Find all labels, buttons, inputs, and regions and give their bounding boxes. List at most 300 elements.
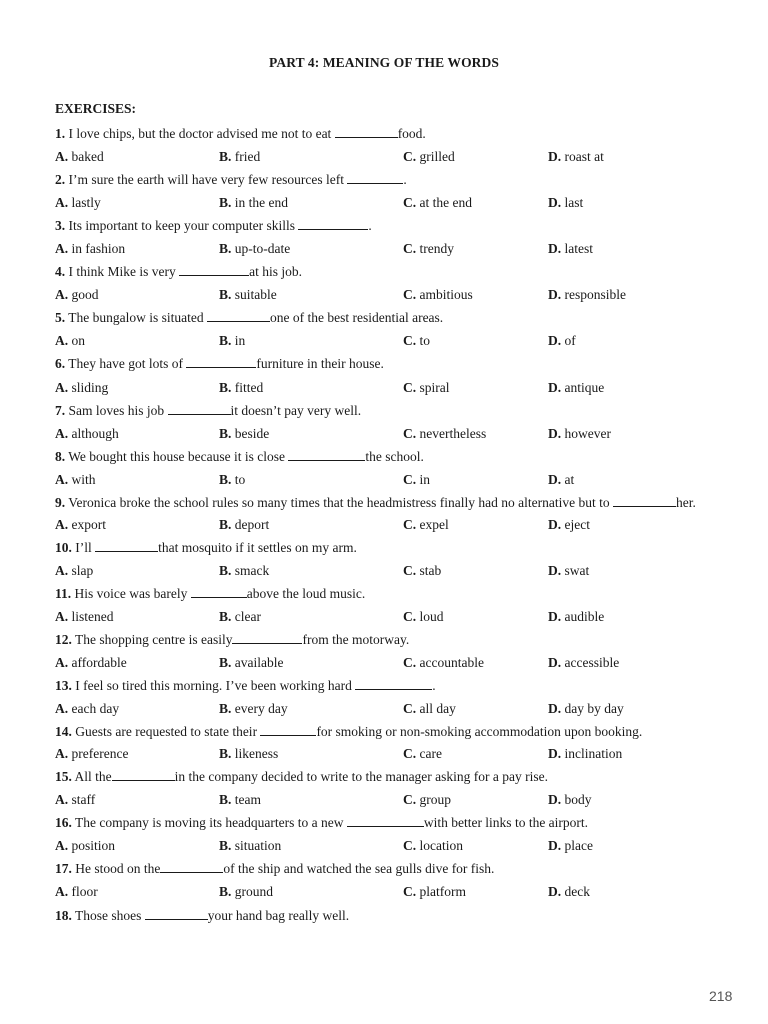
question-stem [55,858,715,881]
option-a [55,238,125,260]
option-letter: B. [219,379,232,395]
option-letter: D. [548,195,562,211]
option-text: baked [68,149,104,165]
question-text: . [432,678,436,694]
option-c [403,606,444,628]
option-text: roast at [561,149,604,165]
option-text: export [68,516,106,532]
question-number: 6. [55,356,66,372]
option-b [219,238,290,260]
option-letter: A. [55,655,69,671]
answer-blank [288,448,365,461]
option-text: stab [416,562,442,578]
answer-blank [207,309,270,322]
question-stem [55,721,715,743]
option-text: care [416,746,442,762]
option-text: beside [231,425,270,441]
option-b [219,192,288,214]
option-text: spiral [416,379,450,395]
question-text: Its important to keep your computer skills [68,218,299,234]
option-text: team [231,792,262,808]
options-row [55,560,715,583]
answer-blank [160,860,223,873]
question-stem [55,583,715,606]
question-text: The company is moving its headquarters to a new [75,815,347,831]
option-letter: C. [403,884,417,900]
options-row [55,514,715,537]
option-text: location [416,838,463,854]
question-text: in the company decided to write to the manager asking for a pay rise. [174,769,549,785]
question-number: 13. [55,678,72,694]
answer-blank [347,171,403,184]
option-b [219,743,278,765]
option-letter: A. [55,425,69,441]
option-text: sliding [68,379,109,395]
options-row [55,881,715,904]
option-d [548,284,626,306]
options-row [55,606,715,629]
question-text: The shopping centre is easily [75,631,233,647]
answer-blank [95,539,158,552]
question-stem [55,812,715,835]
option-c [403,789,451,811]
option-letter: D. [548,287,562,303]
option-c [403,238,454,260]
question-text: for smoking or non-smoking accommodation upon booking. [316,724,643,740]
options-row [55,789,715,812]
question-number: 16. [55,815,72,831]
option-text: however [561,425,611,441]
question-text: I love chips, but the doctor advised me not to eat [68,126,335,141]
option-c [403,330,430,352]
option-text: fried [231,149,261,165]
option-letter: A. [55,562,69,578]
option-c [403,423,486,445]
question-stem [55,675,715,698]
option-letter: B. [219,701,232,717]
option-a [55,606,114,628]
option-text: every day [231,701,288,717]
option-letter: C. [403,195,417,211]
option-d [548,835,593,857]
question-stem [55,353,715,376]
option-text: in [231,333,246,349]
option-letter: A. [55,516,69,532]
option-letter: C. [403,701,417,717]
option-a [55,652,127,674]
option-text: place [561,838,593,854]
option-letter: C. [403,379,417,395]
question-stem [55,629,715,652]
option-letter: B. [219,746,232,762]
option-text: in the end [231,195,289,211]
option-c [403,560,441,582]
question-stem [55,400,715,423]
question-number: 18. [55,907,72,923]
option-letter: A. [55,792,69,808]
option-text: situation [231,838,282,854]
option-c [403,835,463,857]
option-d [548,377,604,399]
option-text: at [561,471,575,487]
question-text: her. [676,494,696,510]
options-row [55,469,715,492]
option-c [403,698,456,720]
option-text: grilled [416,149,455,165]
option-letter: D. [548,471,562,487]
question-text: We bought this house because it is close [68,448,289,464]
option-text: accessible [561,655,620,671]
answer-blank [186,355,256,368]
option-text: platform [416,884,466,900]
option-letter: B. [219,792,232,808]
option-text: in [416,471,431,487]
option-text: accountable [416,655,484,671]
question-number: 8. [55,448,66,464]
answer-blank [613,494,676,507]
options-row [55,284,715,307]
option-letter: C. [403,425,417,441]
option-text: each day [68,701,120,717]
option-text: suitable [231,287,277,303]
option-a [55,192,101,214]
option-text: antique [561,379,605,395]
options-row [55,743,715,766]
option-letter: D. [548,149,562,165]
option-text: to [416,333,431,349]
option-text: responsible [561,287,626,303]
option-letter: B. [219,333,232,349]
option-text: of [561,333,576,349]
question-text: your hand bag really well. [207,907,350,923]
question-number: 7. [55,402,66,418]
option-d [548,238,593,260]
option-letter: C. [403,792,417,808]
option-letter: C. [403,838,417,854]
option-c [403,881,466,903]
option-text: on [68,333,85,349]
option-d [548,514,590,536]
question-stem [55,766,715,789]
question-text: His voice was barely [74,585,191,601]
option-a [55,743,128,765]
answer-blank [232,631,302,644]
option-b [219,835,281,857]
option-a [55,560,93,582]
options-row [55,835,715,858]
question-stem [55,169,715,192]
option-c [403,743,442,765]
option-text: expel [416,516,449,532]
option-b [219,330,245,352]
question-text: He stood on the [75,861,161,877]
option-text: although [68,425,119,441]
option-text: available [231,655,284,671]
option-d [548,743,622,765]
option-text: in fashion [68,241,126,257]
option-text: all day [416,701,456,717]
question-number: 11. [55,585,72,601]
options-row [55,698,715,721]
option-a [55,698,119,720]
options-row [55,146,715,169]
option-text: latest [561,241,593,257]
question-text: with better links to the airport. [423,815,589,831]
options-row [55,423,715,446]
option-letter: C. [403,655,417,671]
option-b [219,652,284,674]
option-letter: C. [403,287,417,303]
option-letter: A. [55,608,69,624]
option-a [55,469,96,491]
option-a [55,514,106,536]
option-letter: C. [403,562,417,578]
option-text: body [561,792,592,808]
option-text: group [416,792,451,808]
answer-blank [145,907,208,920]
question-text: Those shoes [75,907,145,923]
option-a [55,330,85,352]
question-number: 14. [55,724,72,740]
option-b [219,284,277,306]
option-letter: B. [219,655,232,671]
option-text: swat [561,562,590,578]
option-letter: C. [403,608,417,624]
option-letter: D. [548,608,562,624]
option-d [548,698,624,720]
option-d [548,606,604,628]
options-row [55,652,715,675]
option-text: floor [68,884,98,900]
option-letter: B. [219,471,232,487]
option-b [219,606,261,628]
option-letter: D. [548,333,562,349]
option-text: eject [561,516,590,532]
option-letter: D. [548,379,562,395]
question-text: I feel so tired this morning. I’ve been working hard [75,678,356,694]
option-d [548,469,574,491]
question-text: Guests are requested to state their [75,724,261,740]
option-b [219,881,273,903]
option-a [55,423,119,445]
question-stem [55,905,715,928]
option-text: listened [68,608,114,624]
page-number: 218 [709,988,733,1004]
option-b [219,789,261,811]
option-text: ground [231,884,274,900]
options-row [55,238,715,261]
option-letter: B. [219,287,232,303]
option-letter: A. [55,333,69,349]
question-number: 5. [55,310,66,326]
option-c [403,469,430,491]
answer-blank [335,125,398,138]
option-letter: B. [219,149,232,165]
answer-blank [347,814,424,827]
option-letter: D. [548,884,562,900]
option-letter: A. [55,149,69,165]
option-letter: B. [219,838,232,854]
option-text: inclination [561,746,623,762]
option-text: nevertheless [416,425,487,441]
option-letter: B. [219,562,232,578]
option-a [55,284,99,306]
question-number: 15. [55,769,72,785]
answer-blank [191,585,247,598]
option-text: loud [416,608,444,624]
question-stem [55,215,715,238]
question-text: at his job. [249,264,302,280]
answer-blank [260,723,316,736]
options-row [55,330,715,353]
question-stem [55,261,715,284]
option-text: up-to-date [231,241,291,257]
option-c [403,284,473,306]
option-text: slap [68,562,94,578]
option-letter: D. [548,562,562,578]
option-letter: D. [548,516,562,532]
question-text: Sam loves his job [68,402,168,418]
option-letter: B. [219,516,232,532]
option-a [55,377,108,399]
question-stem [55,307,715,330]
question-text: . [403,172,407,188]
option-b [219,698,288,720]
question-text: that mosquito if it settles on my arm. [158,539,357,555]
question-stem [55,446,715,469]
option-b [219,469,245,491]
option-text: audible [561,608,605,624]
question-text: one of the best residential areas. [270,310,444,326]
option-letter: A. [55,195,69,211]
question-number: 4. [55,264,66,280]
option-letter: D. [548,701,562,717]
option-letter: C. [403,471,417,487]
answer-blank [298,217,368,230]
question-number: 17. [55,861,72,877]
option-a [55,835,115,857]
option-text: position [68,838,116,854]
option-c [403,652,484,674]
option-text: smack [231,562,270,578]
question-text: . [368,218,372,234]
option-c [403,146,455,168]
question-text: from the motorway. [302,631,410,647]
question-text: above the loud music. [246,585,366,601]
option-text: good [68,287,99,303]
options-row [55,192,715,215]
option-text: affordable [68,655,127,671]
option-letter: B. [219,884,232,900]
option-d [548,789,592,811]
question-text: I’m sure the earth will have very few resources left [68,172,348,188]
question-text: furniture in their house. [256,356,384,372]
option-a [55,881,98,903]
option-letter: C. [403,746,417,762]
option-letter: A. [55,241,69,257]
option-letter: A. [55,884,69,900]
option-text: deck [561,884,590,900]
option-text: last [561,195,584,211]
option-text: preference [68,746,129,762]
question-text: it doesn’t pay very well. [230,402,362,418]
question-list [55,123,715,928]
question-text: I’ll [75,539,96,555]
option-letter: C. [403,241,417,257]
option-letter: A. [55,471,69,487]
option-c [403,192,472,214]
answer-blank [168,402,231,415]
option-letter: D. [548,746,562,762]
option-d [548,146,604,168]
option-c [403,514,449,536]
question-number: 2. [55,172,66,188]
question-stem [55,123,715,146]
option-letter: B. [219,425,232,441]
option-text: fitted [231,379,264,395]
option-letter: D. [548,425,562,441]
question-text: The bungalow is situated [68,310,207,326]
option-d [548,423,611,445]
answer-blank [112,768,175,781]
exercises-heading: EXERCISES: [55,101,137,116]
option-d [548,560,589,582]
question-text: I think Mike is very [68,264,180,280]
option-text: lastly [68,195,101,211]
option-letter: C. [403,516,417,532]
option-letter: B. [219,195,232,211]
question-text: Veronica broke the school rules so many times that the headmistress finally had no alternative but to [68,494,613,510]
question-text: of the ship and watched the sea gulls dive for fish. [223,861,495,877]
option-text: trendy [416,241,454,257]
option-letter: A. [55,379,69,395]
option-letter: A. [55,838,69,854]
question-text: the school. [365,448,424,464]
option-letter: A. [55,746,69,762]
option-letter: B. [219,241,232,257]
question-number: 9. [55,494,66,510]
option-c [403,377,450,399]
option-d [548,881,590,903]
question-text: All the [74,769,112,785]
option-a [55,146,104,168]
option-b [219,377,263,399]
option-letter: C. [403,333,417,349]
option-letter: D. [548,655,562,671]
question-stem [55,492,715,514]
option-text: deport [231,516,270,532]
option-letter: D. [548,792,562,808]
option-b [219,146,260,168]
option-d [548,330,576,352]
question-text: food. [397,126,426,141]
question-number: 12. [55,631,72,647]
option-text: day by day [561,701,624,717]
question-number: 1. [55,126,66,141]
option-letter: C. [403,149,417,165]
option-letter: B. [219,608,232,624]
answer-blank [355,677,432,690]
option-text: likeness [231,746,279,762]
option-text: at the end [416,195,472,211]
option-text: to [231,471,246,487]
page-title: PART 4: MEANING OF THE WORDS [269,55,499,70]
option-letter: D. [548,838,562,854]
option-letter: A. [55,701,69,717]
answer-blank [179,263,249,276]
option-letter: D. [548,241,562,257]
option-d [548,192,583,214]
